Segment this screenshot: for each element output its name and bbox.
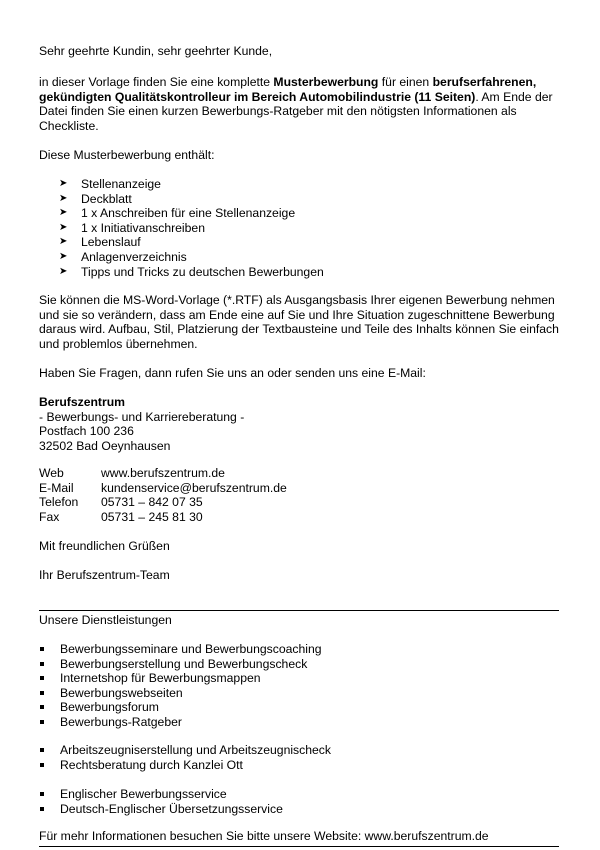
arrow-bullet-icon: ➤ — [59, 207, 68, 219]
list-item-label: Stellenanzeige — [81, 177, 161, 191]
usage-paragraph: Sie können die MS-Word-Vorlage (*.RTF) als Ausgangsbasis Ihrer eigenen Bewerbung nehmen und sie so verändern, dass am Ende eine auf Sie und Ihre Situation zugeschnittene Bewerbung daraus wird. Aufbau, Stil, Platzierung der Textbausteine und Teile des Inhalts können Sie einfach und problemlos übernehmen. — [39, 293, 559, 351]
arrow-bullet-icon: ➤ — [59, 178, 68, 189]
list-item-label: Bewerbungsseminare und Bewerbungscoaching — [60, 642, 322, 656]
list-item-label: Tipps und Tricks zu deutschen Bewerbungen — [81, 264, 324, 279]
company-name: Berufszentrum — [39, 395, 126, 409]
list-item-label: Bewerbungsforum — [60, 700, 159, 715]
list-item — [39, 177, 324, 192]
square-bullet-icon — [40, 662, 44, 666]
list-item — [39, 235, 324, 250]
list-item — [39, 192, 324, 207]
square-bullet-icon — [40, 691, 44, 695]
list-item-label: Bewerbungserstellung und Bewerbungscheck — [60, 656, 308, 671]
arrow-bullet-icon: ➤ — [59, 250, 68, 262]
city: 32502 Bad Oeynhausen — [39, 438, 171, 453]
square-bullet-icon — [40, 720, 44, 724]
list-item-label: 1 x Anschreiben für eine Stellenanzeige — [81, 206, 296, 221]
list-item — [39, 657, 322, 672]
contact-label: Telefon — [39, 495, 79, 510]
questions-line: Haben Sie Fragen, dann rufen Sie uns an oder senden uns eine E-Mail: — [39, 366, 426, 380]
list-item-label: Bewerbungs-Ratgeber — [60, 714, 182, 729]
greeting: Sehr geehrte Kundin, sehr geehrter Kunde, — [39, 44, 273, 58]
intro-paragraph — [39, 75, 560, 133]
services-list-3 — [39, 787, 283, 816]
phone-value: 05731 – 842 07 35 — [101, 495, 203, 510]
list-item — [39, 250, 324, 265]
list-item — [39, 758, 331, 773]
square-bullet-icon — [40, 807, 44, 811]
list-item — [39, 743, 331, 758]
list-item — [39, 700, 322, 715]
intro-text-1: in dieser Vorlage finden Sie eine komplette — [39, 75, 274, 89]
closing: Mit freundlichen Grüßen — [39, 539, 170, 553]
list-item — [39, 265, 324, 280]
contents-list — [39, 177, 324, 279]
services-list-2 — [39, 743, 331, 772]
divider — [39, 846, 559, 847]
list-item — [39, 206, 324, 221]
intro-bold-1: Musterbewerbung — [273, 75, 379, 89]
arrow-bullet-icon: ➤ — [59, 265, 68, 277]
list-item — [39, 642, 322, 657]
contact-row-web — [39, 466, 287, 481]
contact-label: Fax — [39, 509, 60, 524]
list-item — [39, 802, 283, 817]
square-bullet-icon — [40, 647, 44, 651]
company-subtitle: - Bewerbungs- und Karriereberatung - — [39, 409, 245, 424]
list-item-label: Lebenslauf — [81, 235, 141, 250]
list-item-label: Deutsch-Englischer Übersetzungsservice — [60, 801, 283, 816]
list-item — [39, 715, 322, 730]
contact-label: Web — [39, 466, 64, 480]
list-item-label: 1 x Initiativanschreiben — [81, 220, 205, 235]
services-title: Unsere Dienstleistungen — [39, 613, 172, 627]
square-bullet-icon — [40, 676, 44, 680]
contact-label: E-Mail — [39, 480, 74, 495]
list-item-label: Rechtsberatung durch Kanzlei Ott — [60, 757, 243, 772]
square-bullet-icon — [40, 748, 44, 752]
square-bullet-icon — [40, 763, 44, 767]
services-list-1 — [39, 642, 322, 730]
email-link[interactable]: kundenservice@berufszentrum.de — [101, 480, 287, 495]
address-block — [39, 395, 244, 453]
list-item-label: Bewerbungswebseiten — [60, 685, 183, 700]
arrow-bullet-icon: ➤ — [59, 236, 68, 248]
contact-row-email — [39, 481, 287, 496]
contact-block — [39, 466, 287, 524]
list-item-label: Internetshop für Bewerbungsmappen — [60, 671, 261, 686]
signature: Ihr Berufszentrum-Team — [39, 568, 170, 582]
list-item — [39, 686, 322, 701]
list-item — [39, 221, 324, 236]
list-item-label: Englischer Bewerbungsservice — [60, 787, 227, 801]
list-item — [39, 671, 322, 686]
list-item — [39, 787, 283, 802]
list-item-label: Arbeitszeugniserstellung und Arbeitszeugnischeck — [60, 743, 331, 757]
po-box: Postfach 100 236 — [39, 424, 134, 439]
arrow-bullet-icon: ➤ — [59, 192, 68, 204]
footer-website-note: Für mehr Informationen besuchen Sie bitte unsere Website: www.berufszentrum.de — [39, 829, 489, 843]
website-link[interactable]: www.berufszentrum.de — [101, 466, 225, 480]
contents-heading: Diese Musterbewerbung enthält: — [39, 148, 215, 162]
list-item-label: Deckblatt — [81, 191, 132, 206]
arrow-bullet-icon: ➤ — [59, 221, 68, 233]
intro-text-3: . Am Ende der Datei finden Sie einen kurzen Bewerbungs-Ratgeber mit den nötigsten Informationen als Checkliste. — [39, 89, 553, 133]
list-item-label: Anlagenverzeichnis — [81, 249, 187, 264]
square-bullet-icon — [40, 792, 44, 796]
square-bullet-icon — [40, 705, 44, 709]
intro-text-2: für einen — [378, 75, 433, 89]
intro-bold-2: berufserfahrenen, gekündigten Qualitätskontrolleur im Bereich Automobilindustrie (11 Seiten) — [39, 75, 537, 104]
contact-row-phone — [39, 495, 287, 510]
fax-value: 05731 – 245 81 30 — [101, 509, 203, 524]
divider — [39, 610, 559, 611]
contact-row-fax — [39, 510, 287, 525]
